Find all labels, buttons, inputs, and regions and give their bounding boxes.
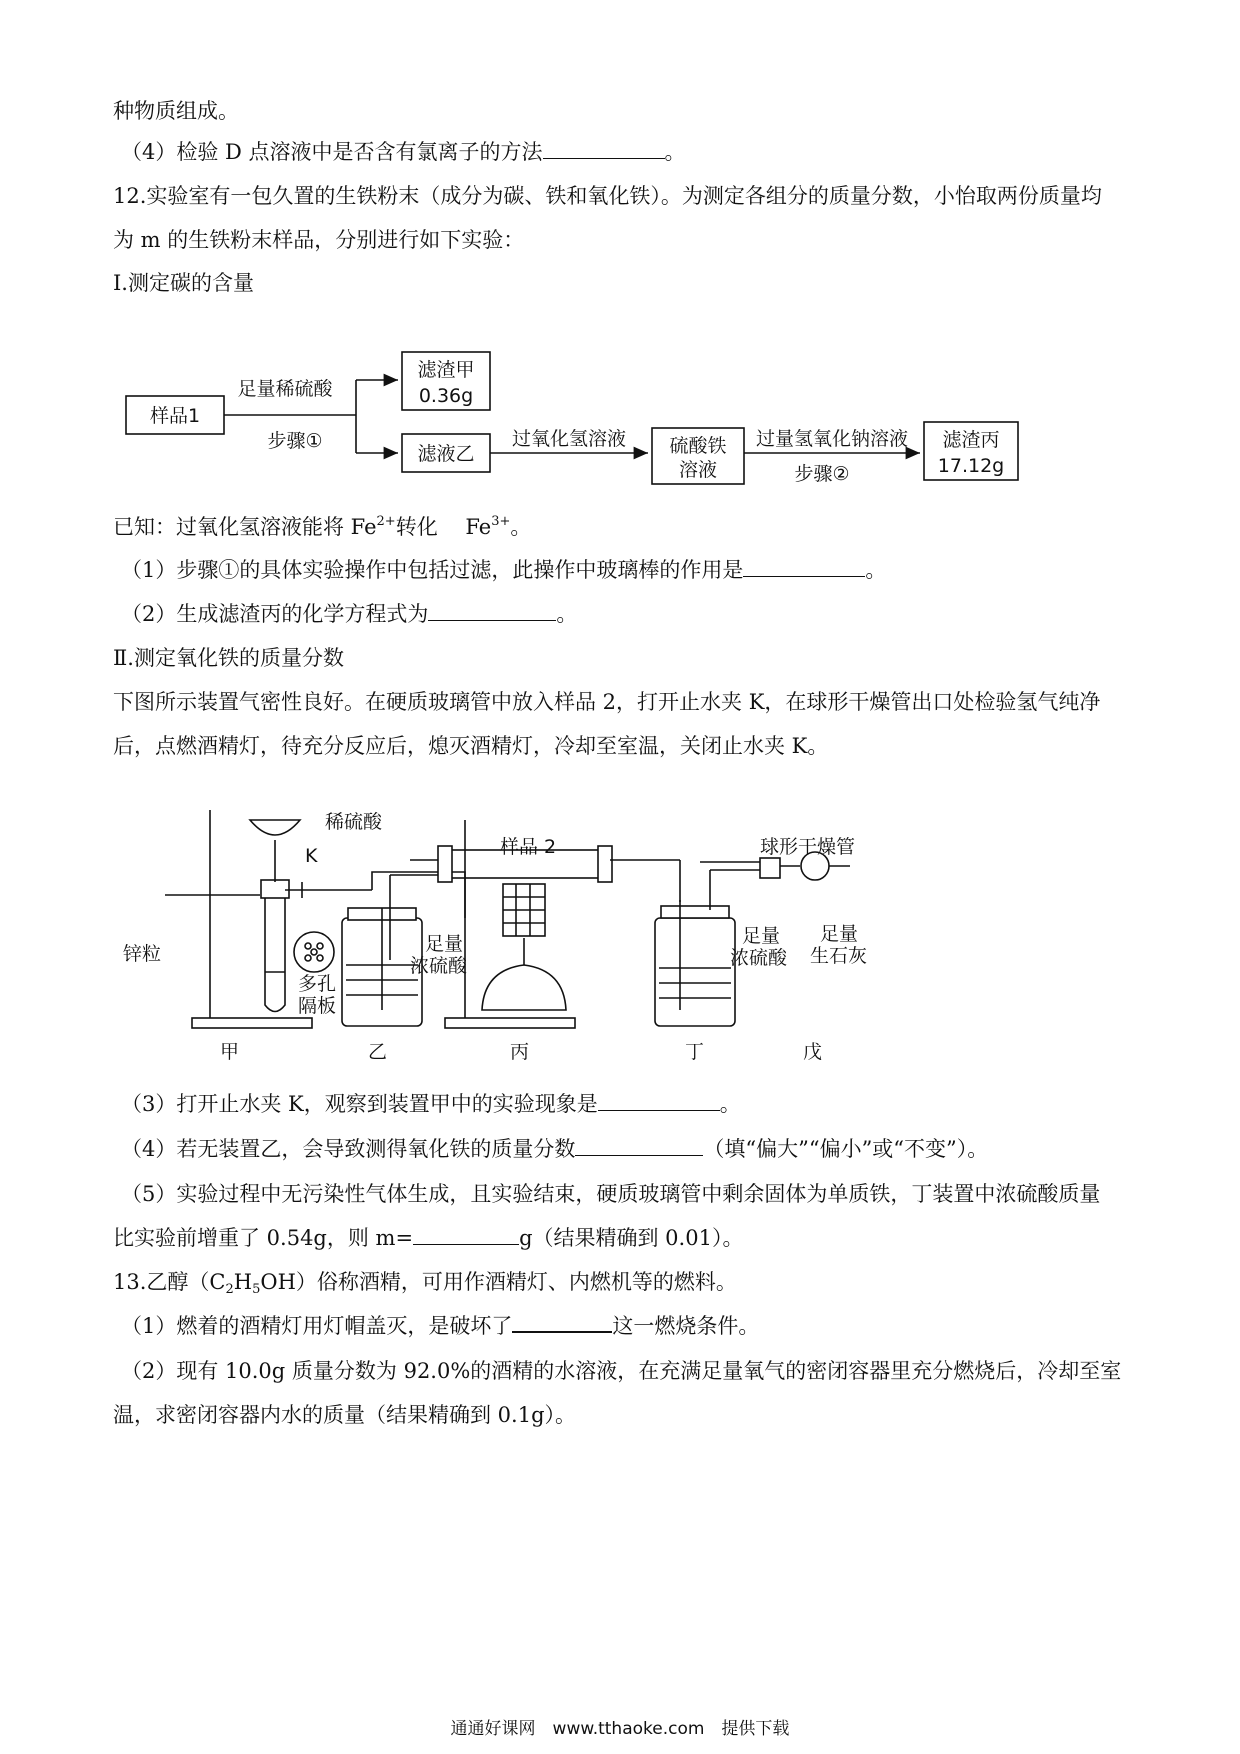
valve-k-label: K [305, 845, 318, 867]
question-12-3-line [121, 1089, 1240, 1119]
text: H [233, 1270, 253, 1294]
section-heading-2 [113, 643, 1240, 673]
question-12-1-line [121, 555, 1240, 585]
text: 。 [556, 602, 578, 626]
stand-base-bing [445, 1018, 575, 1028]
answer-blank[interactable] [543, 138, 665, 159]
device-wu-label: 戊 [803, 1041, 823, 1063]
porous-plate-label-2: 隔板 [298, 995, 337, 1017]
text: （1）燃着的酒精灯用灯帽盖灭，是破坏了 [121, 1314, 513, 1338]
test-tube-jia [265, 895, 285, 1012]
answer-blank[interactable] [428, 600, 556, 621]
residue-jia-mass: 0.36g [418, 385, 474, 407]
alcohol-lamp [482, 965, 566, 1010]
answer-blank[interactable] [575, 1135, 703, 1156]
residue-bing-mass: 17.12g [937, 455, 1005, 477]
answer-blank[interactable] [512, 1311, 612, 1333]
quicklime-label-2: 生石灰 [810, 945, 868, 967]
filtrate-yi-label: 滤液乙 [417, 443, 475, 465]
stopper-jia [261, 880, 289, 898]
text: 下图所示装置气密性良好。在硬质玻璃管中放入样品 2，打开止水夹 K，在球形干燥管出口处检验氢气纯净 [113, 690, 1101, 714]
superscript: 2+ [376, 514, 396, 529]
question-12-4-line [121, 1134, 1240, 1164]
text: 比实验前增重了 0.54g，则 m= [113, 1226, 414, 1250]
known-line [113, 512, 1240, 542]
answer-blank[interactable] [413, 1224, 519, 1245]
text-line [113, 96, 1240, 126]
subscript: 5 [252, 1282, 261, 1297]
question-12-line [113, 181, 1240, 211]
text: 13.乙醇（C [113, 1270, 226, 1294]
sample2-label: 样品 2 [500, 836, 557, 858]
text: （2）现有 10.0g 质量分数为 92.0%的酒精的水溶液，在充满足量氧气的密闭容器里充分燃烧后，冷却至室 [121, 1359, 1122, 1383]
text-line [113, 687, 1240, 717]
bottle-ding [655, 918, 735, 1026]
text: （3）打开止水夹 K，观察到装置甲中的实验现象是 [121, 1092, 598, 1116]
separatory-funnel [250, 820, 300, 835]
ferric-sulfate-label: 硫酸铁 [669, 435, 727, 457]
text: 转化 Fe [395, 515, 492, 539]
text-line [113, 225, 1240, 255]
step1-reagent: 足量稀硫酸 [237, 378, 333, 400]
text: 。 [510, 515, 532, 539]
text: 。 [719, 1092, 741, 1116]
dilute-h2so4-label: 稀硫酸 [325, 811, 383, 833]
step2-label: 步骤② [794, 463, 850, 485]
question-12-5-line-2 [113, 1223, 1240, 1253]
superscript: 3+ [491, 514, 511, 529]
question-12-5-line [121, 1179, 1240, 1209]
residue-bing-label: 滤渣丙 [942, 429, 1000, 451]
text: OH）俗称酒精，可用作酒精灯、内燃机等的燃料。 [260, 1270, 737, 1294]
conc-h2so4-a-label-2: 浓硫酸 [410, 955, 468, 977]
text: 已知：过氧化氢溶液能将 Fe [113, 515, 377, 539]
conc-h2so4-b-label-2: 浓硫酸 [730, 947, 788, 969]
quicklime-label: 足量 [820, 923, 859, 945]
text: 后，点燃酒精灯，待充分反应后，熄灭酒精灯，冷却至室温，关闭止水夹 K。 [113, 734, 829, 758]
drying-tube-stopper [760, 858, 780, 878]
question-4-line [121, 137, 1240, 167]
text: 。 [664, 140, 686, 164]
text: 12.实验室有一包久置的生铁粉末（成分为碳、铁和氧化铁）。为测定各组分的质量分数，小怡取两份质量均 [113, 184, 1102, 208]
text: Ⅰ.测定碳的含量 [113, 271, 254, 295]
question-13-line [113, 1267, 1240, 1297]
text: 温，求密闭容器内水的质量（结果精确到 0.1g）。 [113, 1403, 577, 1427]
text: （2）生成滤渣丙的化学方程式为 [121, 602, 429, 626]
text: （1）步骤①的具体实验操作中包括过滤，此操作中玻璃棒的作用是 [121, 558, 744, 582]
answer-blank[interactable] [743, 556, 865, 577]
device-bing-label: 丙 [510, 1041, 530, 1063]
porous-plate-drawing [294, 932, 334, 972]
conc-h2so4-b-label: 足量 [742, 925, 781, 947]
apparatus-diagram [120, 800, 980, 1070]
zinc-label: 锌粒 [123, 943, 162, 965]
device-ding-label: 丁 [685, 1041, 705, 1063]
ferric-sulfate-label-2: 溶液 [678, 459, 718, 481]
naoh-label: 过量氢氧化钠溶液 [755, 428, 909, 450]
text: 。 [865, 558, 887, 582]
flowchart-diagram [120, 340, 1040, 490]
question-13-1-line [121, 1311, 1240, 1341]
text: Ⅱ.测定氧化铁的质量分数 [113, 646, 344, 670]
conc-h2so4-a-label: 足量 [425, 933, 464, 955]
question-12-2-line [121, 599, 1240, 629]
section-heading-1 [113, 268, 1240, 298]
sample1-label: 样品1 [149, 405, 201, 427]
h2o2-label: 过氧化氢溶液 [511, 428, 627, 450]
text: （5）实验过程中无污染性气体生成，且实验结束，硬质玻璃管中剩余固体为单质铁，丁装置中浓硫酸质量 [121, 1182, 1101, 1206]
residue-jia-label: 滤渣甲 [417, 359, 475, 381]
step1-label: 步骤① [267, 430, 323, 452]
question-13-2-line [121, 1356, 1240, 1386]
stand-base-jia [192, 1018, 312, 1028]
text: （4）若无装置乙，会导致测得氧化铁的质量分数 [121, 1137, 576, 1161]
text: （填“偏大”“偏小”或“不变”）。 [703, 1137, 989, 1161]
text: 种物质组成。 [113, 99, 239, 123]
text: （4）检验 D 点溶液中是否含有氯离子的方法 [121, 140, 543, 164]
subscript: 2 [225, 1282, 234, 1297]
text: 这一燃烧条件。 [612, 1314, 760, 1338]
text-line [113, 1400, 1240, 1430]
text: g（结果精确到 0.01）。 [519, 1226, 744, 1250]
drying-tube-label: 球形干燥管 [760, 836, 856, 858]
text: 为 m 的生铁粉末样品，分别进行如下实验： [113, 228, 525, 252]
answer-blank[interactable] [598, 1090, 720, 1111]
porous-plate-label: 多孔 [298, 973, 337, 995]
text-line [113, 731, 1240, 761]
device-yi-label: 乙 [368, 1041, 388, 1063]
page-footer: 通通好课网 www.tthaoke.com 提供下载 [450, 1719, 790, 1739]
device-jia-label: 甲 [220, 1041, 240, 1063]
